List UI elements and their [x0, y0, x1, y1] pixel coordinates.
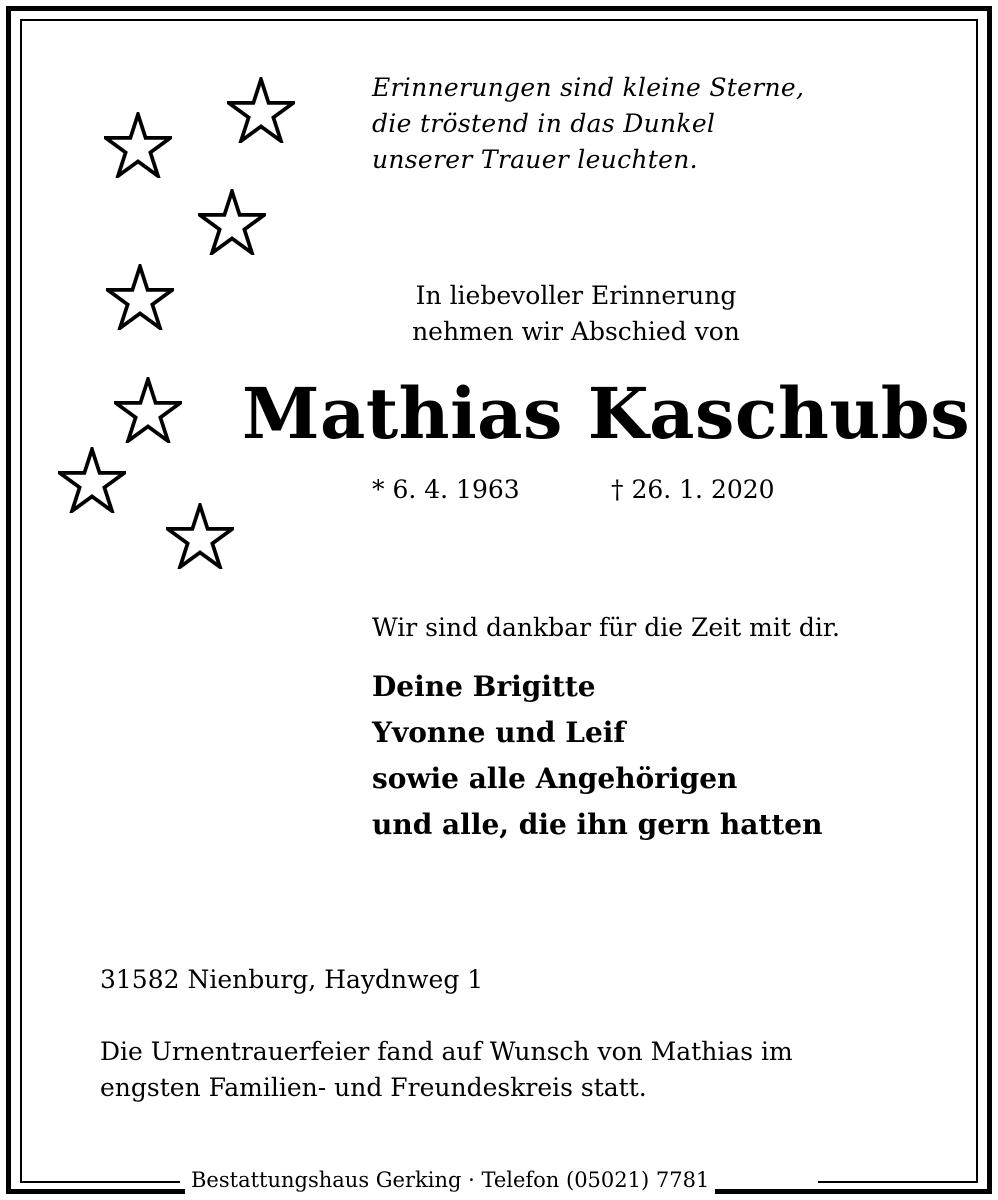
star-icon — [227, 77, 295, 143]
bottom-rule-right — [818, 1181, 978, 1183]
bottom-rule-left — [20, 1181, 180, 1183]
thanks-text: Wir sind dankbar für die Zeit mit dir. — [372, 613, 840, 642]
ceremony-line: engsten Familien- und Freundeskreis statt. — [100, 1073, 647, 1102]
intro-line: nehmen wir Abschied von — [412, 317, 740, 346]
star-icon — [166, 503, 234, 569]
family-line: und alle, die ihn gern hatten — [372, 808, 823, 841]
death-date: † 26. 1. 2020 — [611, 475, 775, 504]
family-line: Yvonne und Leif — [372, 716, 626, 749]
star-icon — [58, 447, 126, 513]
birth-date: * 6. 4. 1963 — [372, 475, 520, 504]
address: 31582 Nienburg, Haydnweg 1 — [100, 965, 484, 994]
family-line: Deine Brigitte — [372, 670, 596, 703]
poem — [372, 70, 804, 178]
inner-border — [20, 19, 978, 1183]
ceremony-line: Die Urnentrauerfeier fand auf Wunsch von Mathias im — [100, 1037, 793, 1066]
star-icon — [106, 264, 174, 330]
ceremony-note — [100, 1034, 793, 1106]
star-icon — [104, 112, 172, 178]
deceased-name: Mathias Kaschubs — [242, 372, 971, 455]
star-icon — [198, 189, 266, 255]
intro-line: In liebevoller Erinnerung — [415, 281, 737, 310]
family-list — [372, 664, 822, 848]
poem-line: Erinnerungen sind kleine Sterne, — [372, 73, 805, 102]
poem-line: die tröstend in das Dunkel — [372, 109, 716, 138]
star-icon — [114, 377, 182, 443]
funeral-home-footer: Bestattungshaus Gerking · Telefon (05021) 7781 — [185, 1165, 715, 1195]
family-line: sowie alle Angehörigen — [372, 762, 738, 795]
poem-line: unserer Trauer leuchten. — [372, 145, 698, 174]
intro-text — [330, 278, 822, 350]
